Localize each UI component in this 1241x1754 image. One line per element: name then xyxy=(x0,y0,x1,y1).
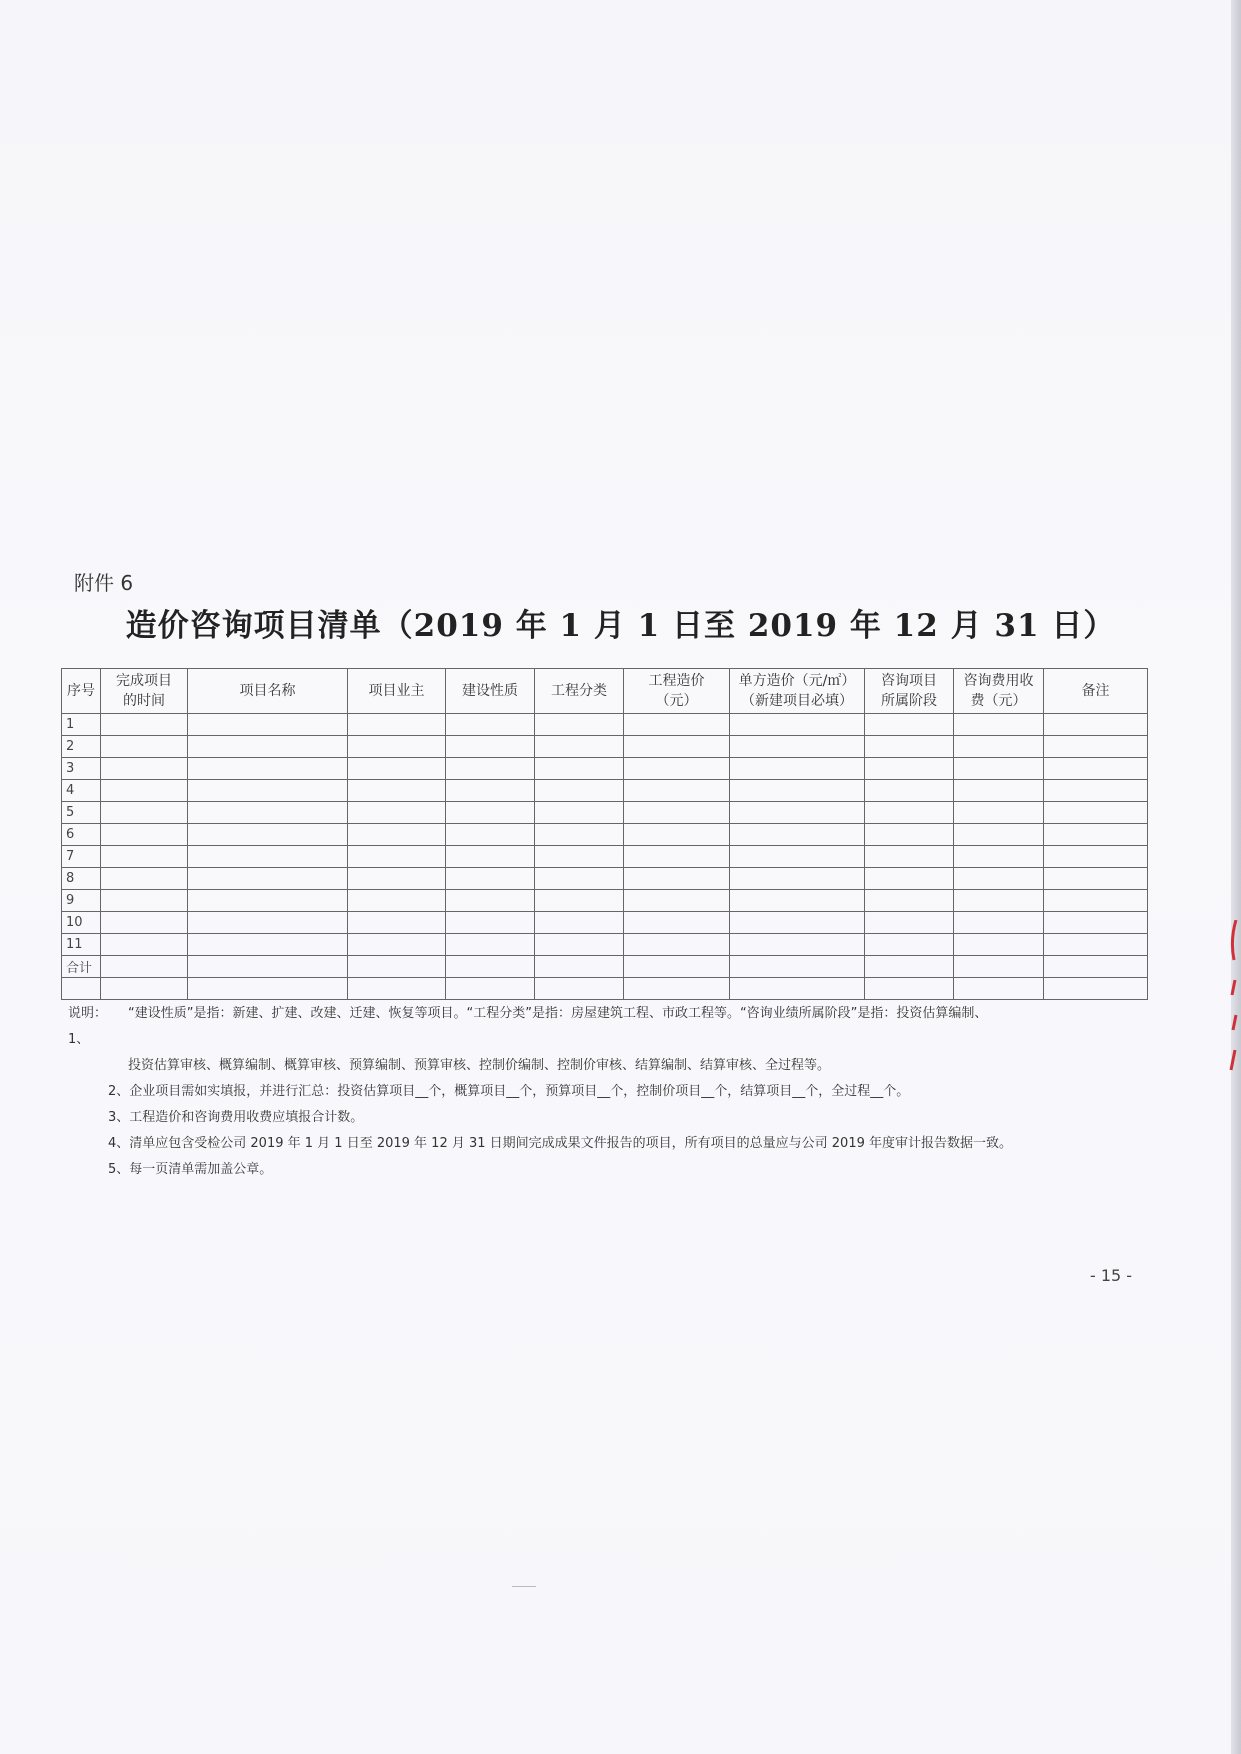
table-cell xyxy=(865,934,954,956)
table-row xyxy=(62,846,1148,868)
table-cell xyxy=(535,890,624,912)
attachment-label: 附件 6 xyxy=(74,571,134,595)
note-3 xyxy=(68,1105,1158,1131)
table-cell xyxy=(101,846,188,868)
row-number: 10 xyxy=(62,912,101,934)
table-cell xyxy=(865,846,954,868)
row-number: 2 xyxy=(62,736,101,758)
column-header-line: 所属阶段 xyxy=(881,693,937,709)
table-cell xyxy=(1044,934,1148,956)
table-cell xyxy=(535,846,624,868)
table-cell xyxy=(188,956,348,978)
table-cell xyxy=(730,780,865,802)
table-cell xyxy=(348,714,446,736)
table-cell xyxy=(446,824,535,846)
column-header xyxy=(446,669,535,714)
table-cell xyxy=(865,912,954,934)
table-row xyxy=(62,868,1148,890)
column-header xyxy=(865,669,954,714)
row-number: 4 xyxy=(62,780,101,802)
table-cell xyxy=(730,912,865,934)
table-cell xyxy=(446,780,535,802)
table-cell xyxy=(865,736,954,758)
table-cell xyxy=(188,714,348,736)
footer-mark xyxy=(512,1586,536,1587)
table-cell xyxy=(446,934,535,956)
table-cell xyxy=(954,758,1044,780)
table-cell xyxy=(188,824,348,846)
table-cell xyxy=(865,780,954,802)
table-cell xyxy=(954,736,1044,758)
table-cell xyxy=(624,956,730,978)
column-header-line: 费（元） xyxy=(970,693,1027,709)
table-row xyxy=(62,956,1148,978)
table-cell xyxy=(624,934,730,956)
table-cell xyxy=(1044,956,1148,978)
table-cell xyxy=(446,846,535,868)
table-row xyxy=(62,780,1148,802)
table-cell xyxy=(348,802,446,824)
table-cell xyxy=(730,714,865,736)
table-row xyxy=(62,736,1148,758)
column-header-line: 完成项目 xyxy=(116,673,172,689)
table-cell xyxy=(1044,868,1148,890)
table-cell xyxy=(865,890,954,912)
table-cell xyxy=(624,714,730,736)
column-header xyxy=(1044,669,1148,714)
table-row xyxy=(62,912,1148,934)
column-header-line: （元） xyxy=(655,693,698,709)
table-row xyxy=(62,890,1148,912)
table-cell xyxy=(348,868,446,890)
column-header-line: 备注 xyxy=(1081,683,1110,699)
notes-prefix: 说明：1、 xyxy=(68,1006,108,1047)
column-header xyxy=(62,669,101,714)
row-number: 1 xyxy=(62,714,101,736)
table-cell xyxy=(624,868,730,890)
page-number: - 15 - xyxy=(1090,1266,1133,1285)
column-header-line: 工程分类 xyxy=(551,683,607,699)
table-cell xyxy=(188,912,348,934)
note-3-text: 3、工程造价和咨询费用收费应填报合计数。 xyxy=(108,1110,364,1125)
table-cell xyxy=(535,912,624,934)
table-cell xyxy=(624,846,730,868)
column-header xyxy=(535,669,624,714)
column-header xyxy=(348,669,446,714)
note-5-text: 5、每一页清单需加盖公章。 xyxy=(108,1162,273,1177)
column-header xyxy=(730,669,865,714)
table-cell xyxy=(730,978,865,1000)
table-cell xyxy=(101,758,188,780)
table-cell xyxy=(188,890,348,912)
table-cell xyxy=(188,758,348,780)
table-cell xyxy=(535,868,624,890)
note-4-text: 4、清单应包含受检公司 2019 年 1 月 1 日至 2019 年 12 月 31 日期间完成成果文件报告的项目，所有项目的总量应与公司 2019 年度审计报告数据一致。 xyxy=(108,1136,1013,1151)
note-5 xyxy=(68,1157,1158,1183)
table-cell xyxy=(954,868,1044,890)
table-cell xyxy=(101,912,188,934)
row-number xyxy=(62,978,101,1000)
table-cell xyxy=(730,802,865,824)
table-cell xyxy=(865,978,954,1000)
table-cell xyxy=(535,824,624,846)
table-cell xyxy=(624,736,730,758)
column-header-line: 咨询项目 xyxy=(881,673,937,689)
table-cell xyxy=(101,956,188,978)
table-cell xyxy=(446,714,535,736)
table-cell xyxy=(348,758,446,780)
column-header-line: 工程造价 xyxy=(648,673,705,689)
table-cell xyxy=(624,758,730,780)
table-cell xyxy=(730,890,865,912)
column-header-line: 单方造价（元/㎡） xyxy=(738,673,856,689)
table-cell xyxy=(535,978,624,1000)
column-header-line: 咨询费用收 xyxy=(963,673,1034,689)
table-cell xyxy=(730,934,865,956)
table-cell xyxy=(1044,736,1148,758)
table-cell xyxy=(188,802,348,824)
table-cell xyxy=(446,758,535,780)
table-cell xyxy=(188,934,348,956)
table-cell xyxy=(188,780,348,802)
table-cell xyxy=(1044,802,1148,824)
table-cell xyxy=(1044,824,1148,846)
page-title: 造价咨询项目清单（2019 年 1 月 1 日至 2019 年 12 月 31 日） xyxy=(125,608,1116,644)
table-cell xyxy=(1044,912,1148,934)
table-cell xyxy=(954,714,1044,736)
table-cell xyxy=(348,736,446,758)
table-cell xyxy=(624,912,730,934)
table-cell xyxy=(188,736,348,758)
table-cell xyxy=(1044,890,1148,912)
column-header-line: （新建项目必填） xyxy=(741,693,853,709)
table-cell xyxy=(101,780,188,802)
table-cell xyxy=(865,824,954,846)
table-cell xyxy=(188,978,348,1000)
table-cell xyxy=(348,846,446,868)
table-cell xyxy=(348,824,446,846)
row-number: 7 xyxy=(62,846,101,868)
note-1-line-1: “建设性质”是指：新建、扩建、改建、迁建、恢复等项目。“工程分类”是指：房屋建筑工程、市政工程等。“咨询业绩所属阶段”是指：投资估算编制、 xyxy=(128,1006,988,1021)
table-cell xyxy=(865,868,954,890)
row-number: 11 xyxy=(62,934,101,956)
table-cell xyxy=(954,978,1044,1000)
table-row xyxy=(62,978,1148,1000)
table-cell xyxy=(865,956,954,978)
notes xyxy=(68,1001,1158,1183)
column-header-line: 序号 xyxy=(67,683,95,699)
table-cell xyxy=(624,780,730,802)
table-row xyxy=(62,758,1148,780)
note-2 xyxy=(68,1079,1158,1105)
note-1-cont xyxy=(68,1053,1158,1079)
table-cell xyxy=(348,934,446,956)
table-cell xyxy=(535,736,624,758)
table-cell xyxy=(954,824,1044,846)
table-cell xyxy=(446,802,535,824)
scan-edge xyxy=(1231,0,1241,1754)
table-cell xyxy=(101,890,188,912)
table-cell xyxy=(1044,780,1148,802)
table-cell xyxy=(624,890,730,912)
table-cell xyxy=(1044,846,1148,868)
table-cell xyxy=(101,934,188,956)
table-cell xyxy=(954,846,1044,868)
table-cell xyxy=(730,846,865,868)
row-number: 合计 xyxy=(62,956,101,978)
column-header-line: 项目名称 xyxy=(239,683,296,699)
table-cell xyxy=(348,912,446,934)
table-cell xyxy=(101,714,188,736)
table-header-row xyxy=(62,669,1148,714)
table-cell xyxy=(954,780,1044,802)
row-number: 5 xyxy=(62,802,101,824)
table-cell xyxy=(446,890,535,912)
column-header-line: 建设性质 xyxy=(462,683,518,699)
table-cell xyxy=(348,978,446,1000)
red-seal-fragment xyxy=(1228,920,1238,1080)
table-body xyxy=(62,714,1148,1000)
table-cell xyxy=(730,824,865,846)
table-cell xyxy=(624,978,730,1000)
table-cell xyxy=(954,890,1044,912)
column-header xyxy=(624,669,730,714)
table-cell xyxy=(446,868,535,890)
table-cell xyxy=(535,802,624,824)
table-cell xyxy=(730,736,865,758)
table-cell xyxy=(101,736,188,758)
note-2-text: 2、企业项目需如实填报，并进行汇总：投资估算项目__个，概算项目__个，预算项目__个，控制价项目__个，结算项目__个，全过程__个。 xyxy=(108,1084,910,1099)
table-cell xyxy=(101,802,188,824)
row-number: 3 xyxy=(62,758,101,780)
table-cell xyxy=(446,736,535,758)
table-cell xyxy=(535,956,624,978)
row-number: 9 xyxy=(62,890,101,912)
table-row xyxy=(62,824,1148,846)
table-cell xyxy=(446,912,535,934)
table-cell xyxy=(101,824,188,846)
table-cell xyxy=(535,780,624,802)
table-row xyxy=(62,714,1148,736)
table-row xyxy=(62,934,1148,956)
table-cell xyxy=(101,868,188,890)
table-cell xyxy=(188,846,348,868)
table-cell xyxy=(535,758,624,780)
table-cell xyxy=(954,912,1044,934)
table-cell xyxy=(865,758,954,780)
table-cell xyxy=(446,956,535,978)
table-cell xyxy=(730,758,865,780)
column-header-line: 的时间 xyxy=(123,693,165,709)
table-cell xyxy=(624,824,730,846)
column-header xyxy=(954,669,1044,714)
table-cell xyxy=(101,978,188,1000)
table-cell xyxy=(188,868,348,890)
row-number: 6 xyxy=(62,824,101,846)
table-cell xyxy=(954,934,1044,956)
table-cell xyxy=(348,956,446,978)
note-1 xyxy=(68,1001,1158,1053)
table-cell xyxy=(1044,978,1148,1000)
table-cell xyxy=(446,978,535,1000)
note-4 xyxy=(68,1131,1158,1157)
table-cell xyxy=(730,868,865,890)
table-cell xyxy=(865,714,954,736)
column-header xyxy=(188,669,348,714)
table-cell xyxy=(1044,758,1148,780)
table-cell xyxy=(348,890,446,912)
table-cell xyxy=(730,956,865,978)
table-cell xyxy=(535,934,624,956)
table-cell xyxy=(865,802,954,824)
table-cell xyxy=(954,802,1044,824)
note-1-line-2: 投资估算审核、概算编制、概算审核、预算编制、预算审核、控制价编制、控制价审核、结算编制、结算审核、全过程等。 xyxy=(128,1058,831,1073)
table-cell xyxy=(954,956,1044,978)
table-cell xyxy=(1044,714,1148,736)
table-cell xyxy=(624,802,730,824)
column-header-line: 项目业主 xyxy=(368,683,425,699)
project-list-table xyxy=(61,668,1148,1000)
table-cell xyxy=(348,780,446,802)
row-number: 8 xyxy=(62,868,101,890)
table-cell xyxy=(535,714,624,736)
table-row xyxy=(62,802,1148,824)
column-header xyxy=(101,669,188,714)
